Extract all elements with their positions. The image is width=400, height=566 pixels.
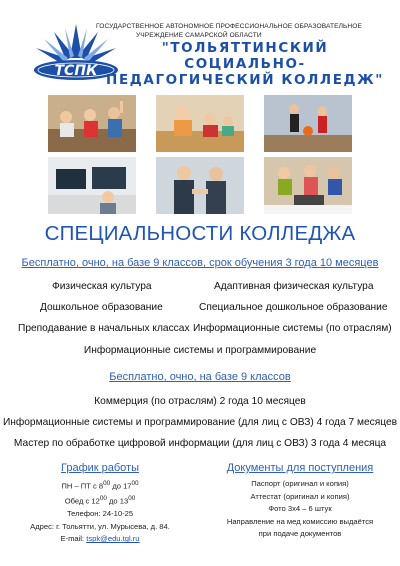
work-hours (0, 478, 200, 493)
specialty-item: Дошкольное образование (40, 302, 163, 313)
section1-heading[interactable]: Бесплатно, очно, на базе 9 классов, срок обучения 3 года 10 месяцев (21, 257, 379, 269)
documents-title[interactable]: Документы для поступления (226, 462, 374, 474)
logo-text: ТСПК (54, 63, 98, 79)
footer (0, 462, 400, 562)
specialty-item: Информационные системы (по отраслям) (193, 323, 392, 334)
work-hours-end: до 17 (110, 481, 132, 491)
college-name-line-1: "ТОЛЬЯТТИНСКИЙ СОЦИАЛЬНО- (161, 40, 329, 72)
college-name (100, 40, 390, 88)
email-link[interactable]: tspk@edu.tgl.ru (86, 534, 140, 544)
photo-kindergarten (156, 95, 244, 152)
list-row (0, 276, 400, 297)
document-item: Фото 3х4 – 6 штук (268, 504, 332, 514)
photo-sports (264, 95, 352, 152)
list-row (0, 318, 400, 339)
email-line (0, 533, 200, 546)
org-type (96, 22, 392, 40)
work-hours-start-min: 00 (103, 480, 111, 487)
address: Адрес: г. Тольятти, ул. Мурысева, д. 84. (30, 521, 170, 531)
lunch-end-min: 00 (128, 495, 136, 503)
work-hours-start: ПН – ПТ с 8 (61, 481, 104, 491)
photo-business (156, 157, 244, 214)
schedule-title[interactable]: График работы (61, 462, 139, 474)
photo-collage (48, 95, 352, 215)
document-item: Направление на мед комиссию выдаётся (226, 516, 374, 526)
list-row (0, 297, 400, 318)
documents-column (200, 462, 400, 541)
page-title: СПЕЦИАЛЬНОСТИ КОЛЛЕДЖА (44, 222, 356, 245)
email-label: E-mail: (60, 534, 87, 544)
lunch-start: Обед с 12 (64, 496, 100, 506)
lunch-start-min: 00 (99, 495, 107, 503)
schedule-column (0, 462, 200, 546)
specialty-item: Специальное дошкольное образование (199, 302, 388, 313)
specialty-item: Мастер по обработке цифровой информации (для лиц с ОВЗ) 3 года 4 месяца (13, 438, 387, 449)
document-item: Паспорт (оригинал и копия) (251, 479, 349, 488)
lunch-hours (0, 493, 200, 508)
specialty-item: Информационные системы и программирование (83, 345, 317, 356)
document-item: Аттестат (оригинал и копия) (250, 491, 350, 501)
phone: Телефон: 24-10-25 (66, 509, 134, 519)
section2-heading[interactable]: Бесплатно, очно, на базе 9 классов (109, 371, 291, 383)
org-line-1: ГОСУДАРСТВЕННОЕ АВТОНОМНОЕ ПРОФЕССИОНАЛЬНОЕ ОБРАЗОВАТЕЛЬНОЕ (96, 23, 363, 30)
specialty-item: Информационные системы и программирование (для лиц с ОВЗ) 4 года 7 месяцев (2, 417, 398, 428)
section1-list (0, 276, 400, 339)
work-hours-end-min: 00 (131, 480, 139, 487)
document-item: при подаче документов (258, 529, 342, 539)
college-name-line-2: ПЕДАГОГИЧЕСКИЙ КОЛЛЕДЖ" (106, 72, 384, 88)
specialty-item: Адаптивная физическая культура (214, 281, 374, 292)
specialty-item: Преподавание в начальных классах (18, 323, 190, 334)
specialty-item: Физическая культура (52, 281, 152, 292)
org-line-2: УЧРЕЖДЕНИЕ САМАРСКОЙ ОБЛАСТИ (136, 32, 262, 39)
photo-students-laptop (264, 157, 352, 214)
lunch-end: до 13 (106, 496, 129, 506)
header (0, 0, 400, 92)
photo-it-office (48, 157, 136, 214)
photo-classroom (48, 95, 136, 152)
specialty-item: Коммерция (по отраслям) 2 года 10 месяцев (94, 396, 306, 407)
